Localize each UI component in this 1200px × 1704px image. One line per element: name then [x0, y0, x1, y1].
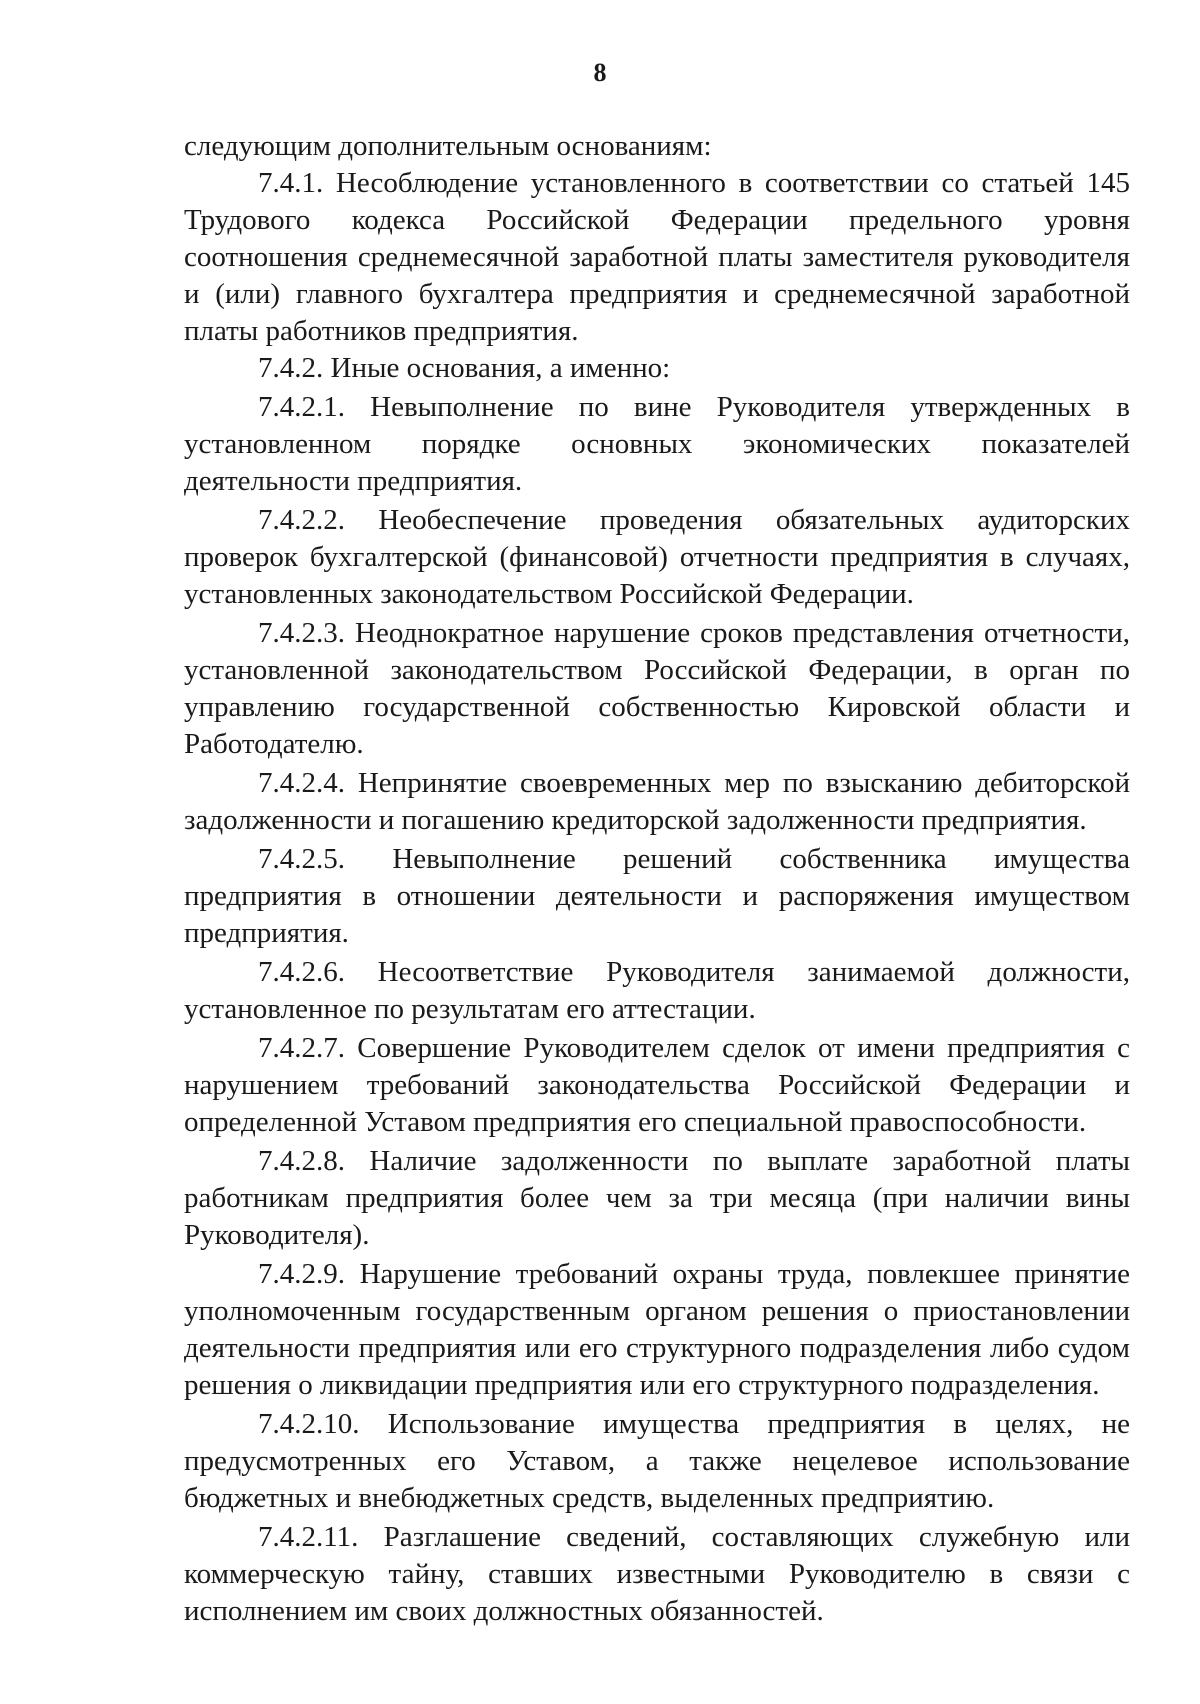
paragraph-7-4-2-10: 7.4.2.10. Использование имущества предприятия в целях, не предусмотренных его Уставом, а также нецелевое использование бюджетных и внебюджетных средств, выделенных предприятию.: [184, 1408, 1130, 1514]
paragraph-7-4-2-6: 7.4.2.6. Несоответствие Руководителя занимаемой должности, установленное по результатам его аттестации.: [184, 956, 1130, 1025]
document-body: [184, 128, 1130, 1630]
paragraph-continuation: следующим дополнительным основаниям:: [184, 130, 712, 162]
paragraph-7-4-2-8: 7.4.2.8. Наличие задолженности по выплате заработной платы работникам предприятия более чем за три месяца (при наличии вины Руководителя).: [184, 1145, 1130, 1251]
paragraph-7-4-2-7: 7.4.2.7. Совершение Руководителем сделок от имени предприятия с нарушением требований законодательства Российской Федерации и определенной Уставом предприятия его специальной правоспособности.: [184, 1032, 1130, 1138]
paragraph-7-4-2-4: 7.4.2.4. Непринятие своевременных мер по взысканию дебиторской задолженности и погашению кредиторской задолженности предприятия.: [184, 767, 1130, 836]
paragraph-7-4-2-9: 7.4.2.9. Нарушение требований охраны труда, повлекшее принятие уполномоченным государственным органом решения о приостановлении деятельности предприятия или его структурного подразделения либо судом решения о ликвидации предприятия или его структурного подразделения.: [184, 1258, 1130, 1401]
paragraph-7-4-2-11: 7.4.2.11. Разглашение сведений, составляющих служебную или коммерческую тайну, ставших известными Руководителю в связи с исполнением им своих должностных обязанностей.: [184, 1521, 1130, 1627]
paragraph-7-4-2-5: 7.4.2.5. Невыполнение решений собственника имущества предприятия в отношении деятельности и распоряжения имуществом предприятия.: [184, 843, 1130, 949]
paragraph-7-4-2-3: 7.4.2.3. Неоднократное нарушение сроков представления отчетности, установленной законодательством Российской Федерации, в орган по управлению государственной собственностью Кировской области и Работодателю.: [184, 617, 1130, 760]
paragraph-7-4-2: 7.4.2. Иные основания, а именно:: [258, 352, 671, 384]
paragraph-7-4-1: 7.4.1. Несоблюдение установленного в соответствии со статьей 145 Трудового кодекса Российской Федерации предельного уровня соотношения среднемесячной заработной платы заместителя руководителя и (или) главного бухгалтера предприятия и среднемесячной заработной платы работников предприятия.: [184, 167, 1130, 347]
paragraph-7-4-2-2: 7.4.2.2. Необеспечение проведения обязательных аудиторских проверок бухгалтерской (финансовой) отчетности предприятия в случаях, установленных законодательством Российской Федерации.: [184, 504, 1130, 610]
paragraph-7-4-2-1: 7.4.2.1. Невыполнение по вине Руководителя утвержденных в установленном порядке основных экономических показателей деятельности предприятия.: [184, 391, 1130, 497]
page-number: 8: [593, 58, 607, 87]
